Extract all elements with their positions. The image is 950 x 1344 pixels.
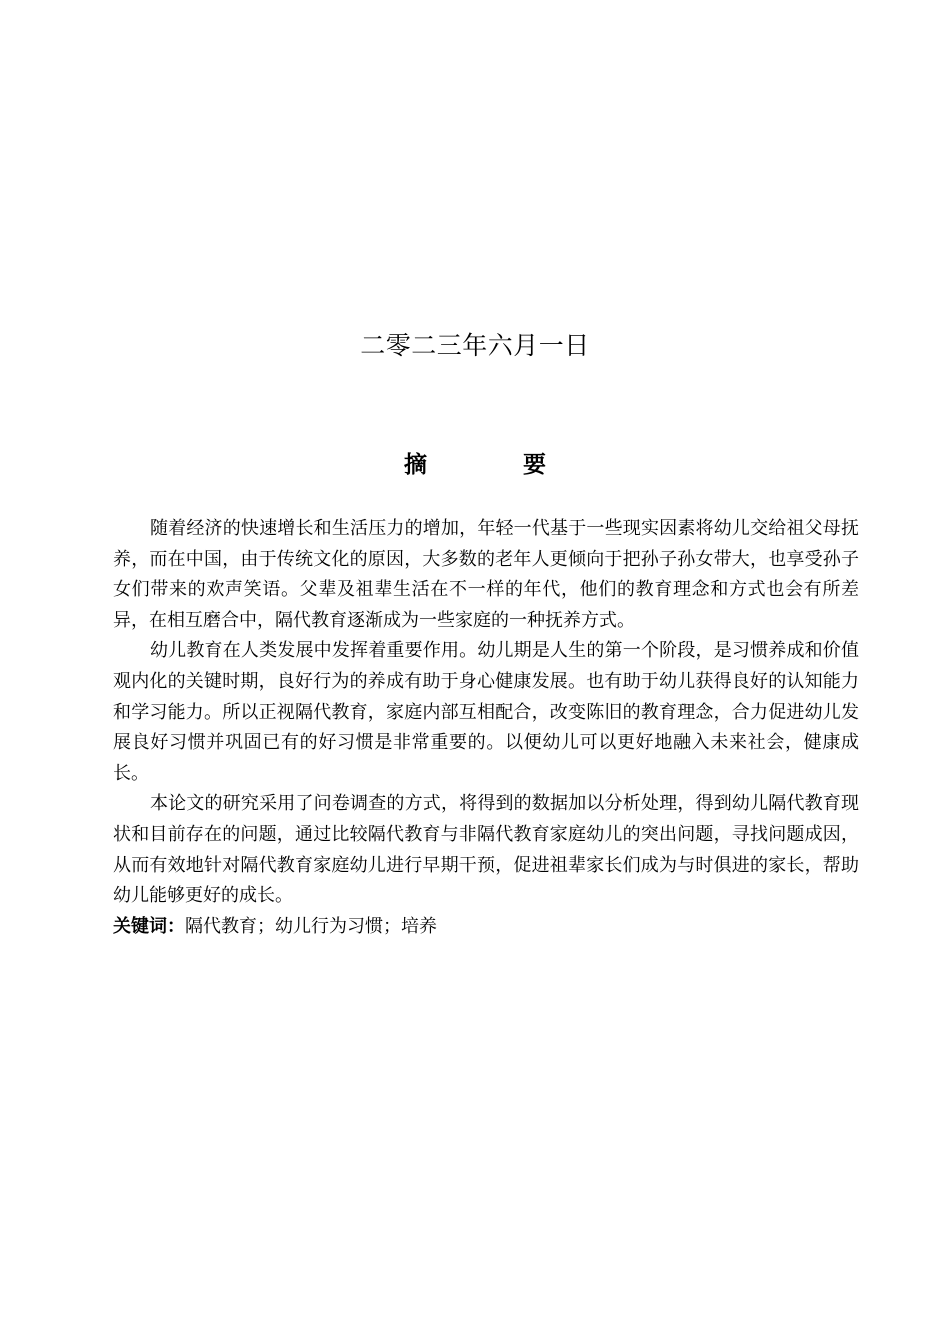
date-line: 二零二三年六月一日 <box>360 331 590 360</box>
keywords-value: 隔代教育；幼儿行为习惯；培养 <box>185 915 437 937</box>
abstract-body <box>113 514 859 942</box>
abstract-paragraph-2: 幼儿教育在人类发展中发挥着重要作用。幼儿期是人生的第一个阶段，是习惯养成和价值观内化的关键时期，良好行为的养成有助于身心健康发展。也有助于幼儿获得良好的认知能力和学习能力。所以正视隔代教育，家庭内部互相配合，改变陈旧的教育理念，合力促进幼儿发展良好习惯并巩固已有的好习惯是非常重要的。以便幼儿可以更好地融入未来社会，健康成长。 <box>113 640 859 784</box>
abstract-paragraph-3: 本论文的研究采用了问卷调查的方式，将得到的数据加以分析处理，得到幼儿隔代教育现状和目前存在的问题，通过比较隔代教育与非隔代教育家庭幼儿的突出问题，寻找问题成因，从而有效地针对隔代教育家庭幼儿进行早期干预，促进祖辈家长们成为与时俱进的家长，帮助幼儿能够更好的成长。 <box>113 793 859 907</box>
keywords-line <box>113 912 859 943</box>
abstract-paragraph-1: 随着经济的快速增长和生活压力的增加，年轻一代基于一些现实因素将幼儿交给祖父母抚养，而在中国，由于传统文化的原因，大多数的老年人更倾向于把孙子孙女带大，也享受孙子女们带来的欢声笑语。父辈及祖辈生活在不一样的年代，他们的教育理念和方式也会有所差异，在相互磨合中，隔代教育逐渐成为一些家庭的一种抚养方式。 <box>113 518 859 631</box>
abstract-title: 摘 要 <box>403 452 590 478</box>
keywords-label: 关键词： <box>113 915 185 937</box>
